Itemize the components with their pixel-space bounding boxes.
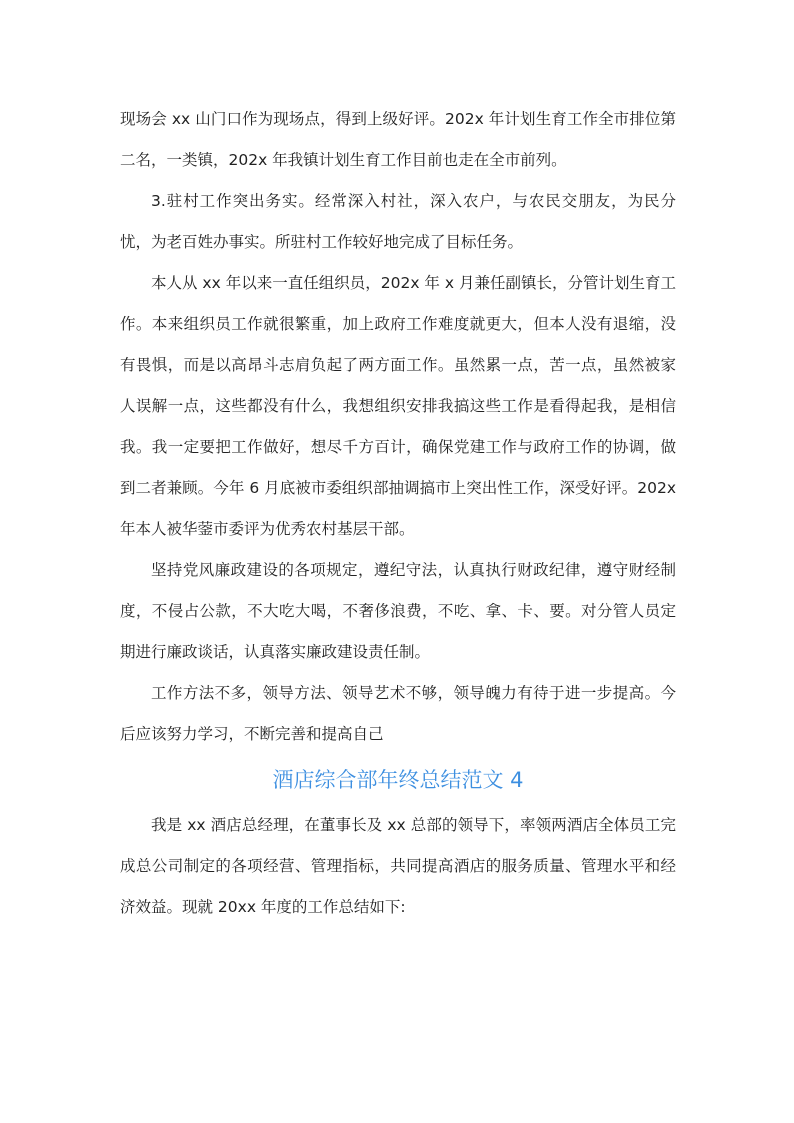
paragraph-2: 3.驻村工作突出务实。经常深入村社，深入农户，与农民交朋友，为民分忧，为老百姓办事实。所驻村工作较好地完成了目标任务。 [120,192,676,251]
paragraph-4: 坚持党风廉政建设的各项规定，遵纪守法，认真执行财政纪律，遵守财经制度，不侵占公款，不大吃大喝，不奢侈浪费，不吃、拿、卡、要。对分管人员定期进行廉政谈话，认真落实廉政建设责任制。 [120,561,676,661]
paragraph-5: 工作方法不多，领导方法、领导艺术不够，领导魄力有待于进一步提高。今后应该努力学习，不断完善和提高自己 [120,684,676,743]
document-body [120,99,676,928]
section-heading: 酒店综合部年终总结范文 4 [272,768,524,792]
paragraph-1: 现场会 xx 山门口作为现场点，得到上级好评。202x 年计划生育工作全市排位第二名，一类镇，202x 年我镇计划生育工作目前也走在全市前列。 [120,110,676,169]
paragraph-6: 我是 xx 酒店总经理，在董事长及 xx 总部的领导下，率领两酒店全体员工完成总公司制定的各项经营、管理指标，共同提高酒店的服务质量、管理水平和经济效益。现就 20xx 年度的工作总结如下: [120,816,676,916]
paragraph-3: 本人从 xx 年以来一直任组织员，202x 年 x 月兼任副镇长，分管计划生育工作。本来组织员工作就很繁重，加上政府工作难度就更大，但本人没有退缩，没有畏惧，而是以高昂斗志肩负起了两方面工作。虽然累一点，苦一点，虽然被家人误解一点，这些都没有什么，我想组织安排我搞这些工作是看得起我，是相信我。我一定要把工作做好，想尽千方百计，确保党建工作与政府工作的协调，做到二者兼顾。今年 6 月底被市委组织部抽调搞市上突出性工作，深受好评。202x 年本人被华蓥市委评为优秀农村基层干部。 [120,274,676,538]
